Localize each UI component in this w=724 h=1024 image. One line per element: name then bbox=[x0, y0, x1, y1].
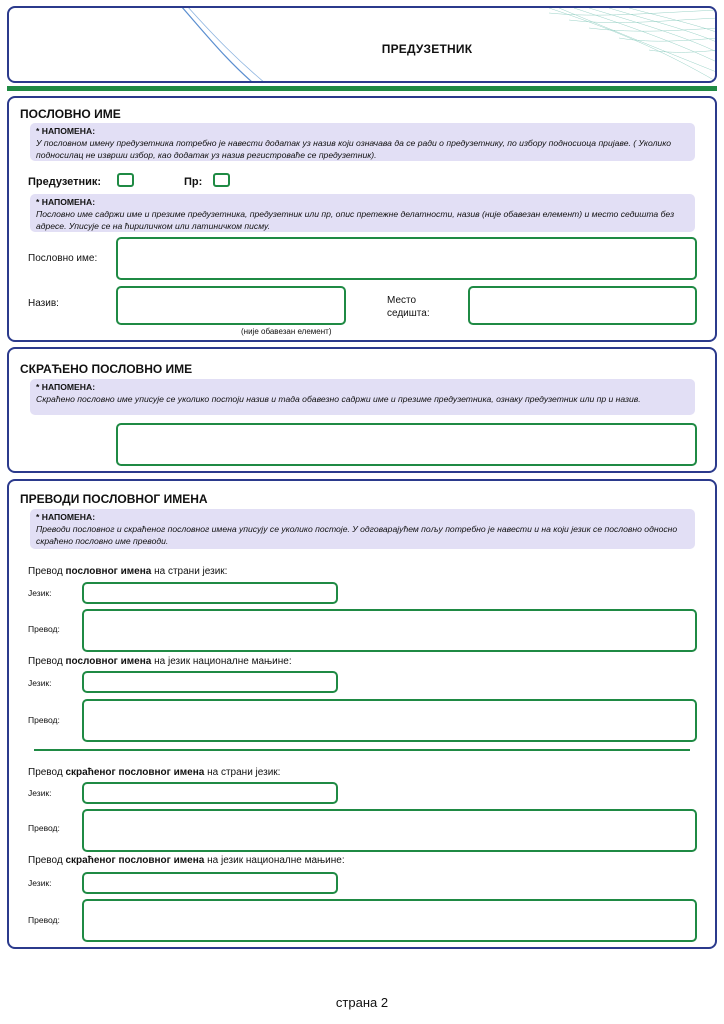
note-text: Скраћено пословно име уписује се уколико постоји назив и тада обавезно садржи име и презиме предузетника, ознаку предузетник или пр и назив. bbox=[36, 394, 641, 404]
note-business-name-suffix bbox=[30, 123, 695, 161]
note-business-name-content bbox=[30, 194, 695, 232]
translation-label: Превод: bbox=[28, 624, 60, 634]
translation-label: Превод: bbox=[28, 715, 60, 725]
business-name-field[interactable] bbox=[116, 237, 697, 280]
note-text: У пословном имену предузетника потребно је навести додатак уз назив који означава да се ради о предузетнику, по избору подносиоца пријаве. ( Уколико подносилац не изврши избор, као додатак уз назив регистроваће се предузетник). bbox=[36, 138, 672, 160]
header-box bbox=[7, 6, 717, 83]
note-text: Преводи пословног и скраћеног пословног имена уписују се уколико постоје. У одговарајућем пољу потребно је навести и на који језик се пословно односно скраћено пословно име преводи. bbox=[36, 524, 678, 546]
foreign-language-field[interactable] bbox=[82, 582, 338, 604]
language-label: Језик: bbox=[28, 788, 52, 798]
seat-field[interactable] bbox=[468, 286, 697, 325]
note-label: * НАПОМЕНА: bbox=[36, 512, 96, 522]
note-label: * НАПОМЕНА: bbox=[36, 382, 96, 392]
section-title-business-name: ПОСЛОВНО ИМЕ bbox=[20, 107, 121, 121]
note-short-name bbox=[30, 379, 695, 415]
short-minority-translation-field[interactable] bbox=[82, 899, 697, 942]
page-number: страна 2 bbox=[335, 995, 389, 1010]
translation-label: Превод: bbox=[28, 823, 60, 833]
entrepreneur-checkbox[interactable] bbox=[117, 173, 134, 187]
translation-group-heading: Превод пословног имена на страни језик: bbox=[28, 566, 228, 577]
business-name-label: Пословно име: bbox=[28, 253, 98, 264]
short-foreign-translation-field[interactable] bbox=[82, 809, 697, 852]
translation-group-heading: Превод скраћеног пословног имена на језик националне мањине: bbox=[28, 855, 345, 866]
translation-label: Превод: bbox=[28, 915, 60, 925]
section-title-short-name: СКРАЋЕНО ПОСЛОВНО ИМЕ bbox=[20, 362, 193, 376]
short-minority-language-field[interactable] bbox=[82, 872, 338, 894]
note-translations bbox=[30, 509, 695, 549]
short-name-field[interactable] bbox=[116, 423, 697, 466]
pr-checkbox[interactable] bbox=[213, 173, 230, 187]
seat-label: Место седишта: bbox=[387, 295, 430, 319]
name-label: Назив: bbox=[28, 298, 59, 309]
note-text: Пословно име садржи име и презиме предузетника, предузетник или пр, опис претежне делатности, назив (није обавезан елемент) и место седишта без адресе. Уписује се на ћириличком или латиничком писму. bbox=[36, 209, 675, 231]
language-label: Језик: bbox=[28, 678, 52, 688]
name-field[interactable] bbox=[116, 286, 346, 325]
translations-divider bbox=[34, 749, 690, 751]
entrepreneur-choice-label: Предузетник: bbox=[28, 176, 102, 188]
minority-language-field[interactable] bbox=[82, 671, 338, 693]
foreign-translation-field[interactable] bbox=[82, 609, 697, 652]
section-title-translations: ПРЕВОДИ ПОСЛОВНОГ ИМЕНА bbox=[20, 492, 208, 506]
pr-choice-label: Пр: bbox=[184, 176, 203, 188]
short-foreign-language-field[interactable] bbox=[82, 782, 338, 804]
note-label: * НАПОМЕНА: bbox=[36, 197, 96, 207]
note-label: * НАПОМЕНА: bbox=[36, 126, 96, 136]
language-label: Језик: bbox=[28, 878, 52, 888]
translation-group-heading: Превод скраћеног пословног имена на страни језик: bbox=[28, 767, 281, 778]
language-label: Језик: bbox=[28, 588, 52, 598]
minority-translation-field[interactable] bbox=[82, 699, 697, 742]
translation-group-heading: Превод пословног имена на језик националне мањине: bbox=[28, 656, 292, 667]
header-divider bbox=[7, 86, 717, 91]
page-title: ПРЕДУЗЕТНИК bbox=[381, 42, 473, 56]
name-optional-hint: (није обавезан елемент) bbox=[241, 327, 332, 336]
